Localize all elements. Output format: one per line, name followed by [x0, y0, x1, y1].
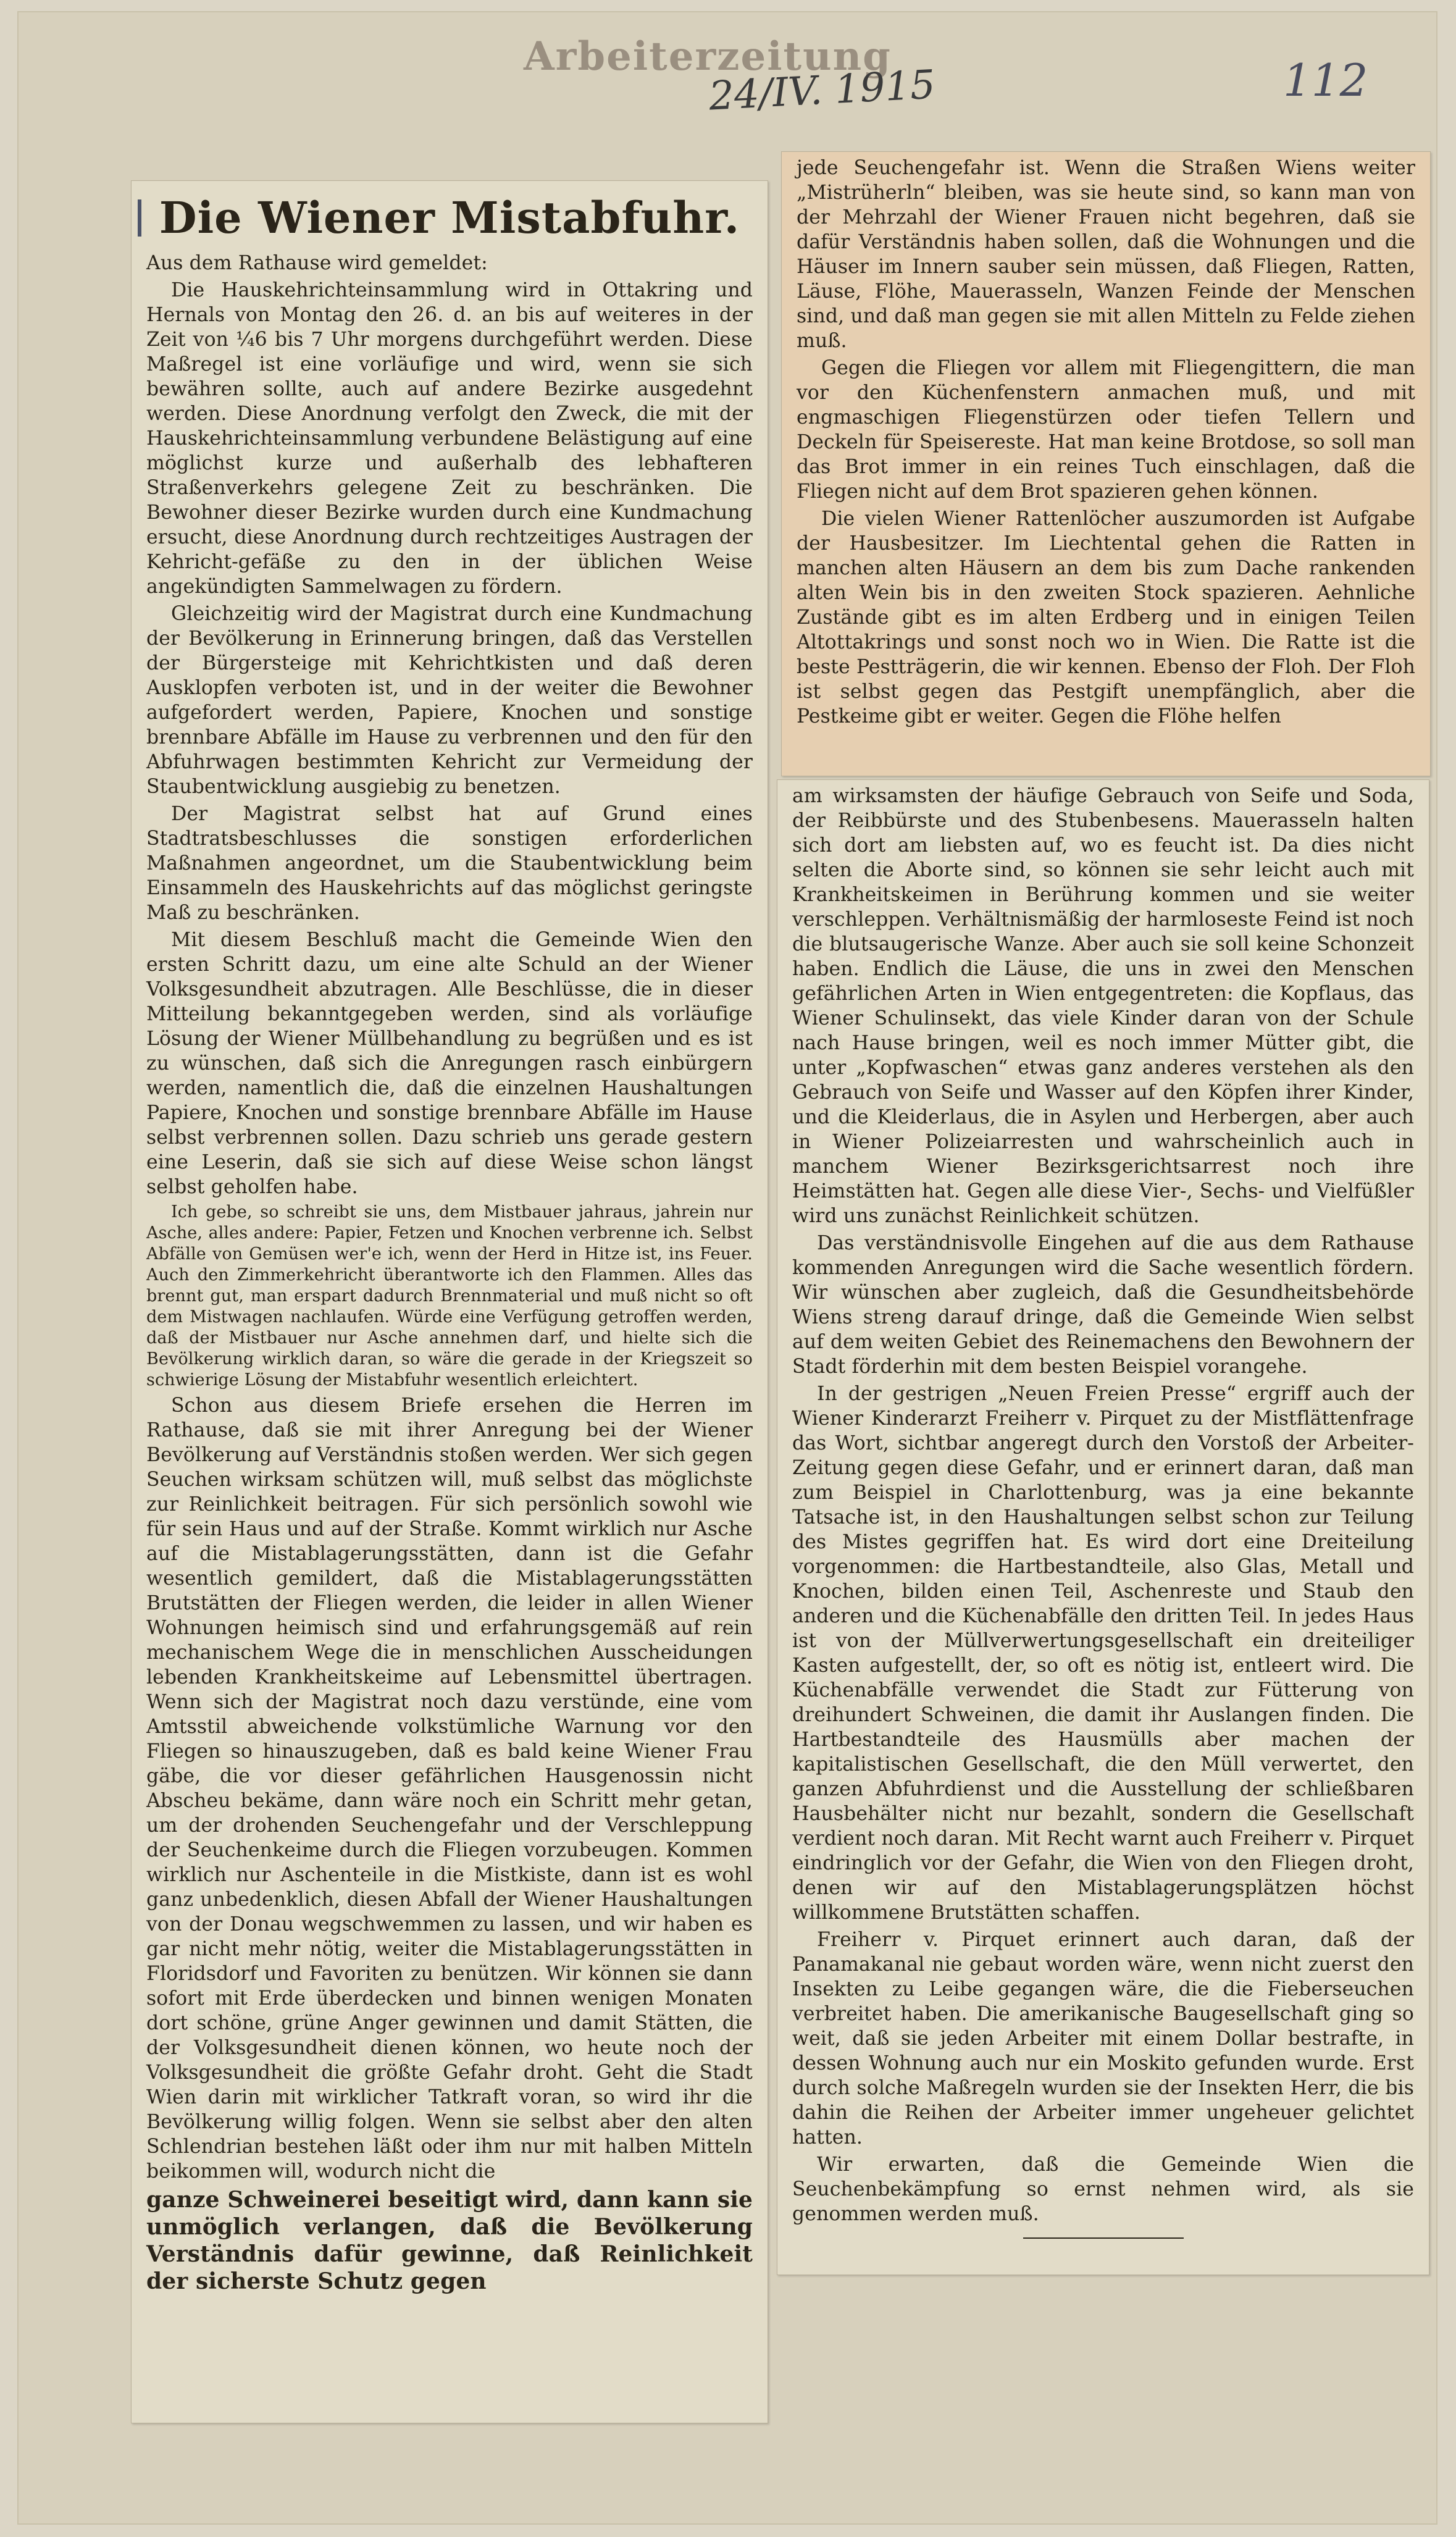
paragraph: Mit diesem Beschluß macht die Gemeinde Wien den ersten Schritt dazu, um eine alte Schuld an der Wiener Volksgesundheit abzutragen. Alle Beschlüsse, die in dieser Mitteilung bekanntgegeben werden, sind als vorläufige Lösung der Wiener Müllbehandlung zu begrüßen und es ist zu wünschen, daß sich die Anregungen rasch einbürgern werden, namentlich die, daß die einzelnen Haushaltungen Papiere, Knochen und sonstige brennbare Abfälle im Hause selbst verbrennen sollen. Dazu schrieb uns gerade gestern eine Leserin, daß sie sich auf diese Weise schon längst selbst geholfen habe. [146, 929, 753, 1198]
paragraph: jede Seuchengefahr ist. Wenn die Straßen Wiens weiter „Mistrüherln“ bleiben, was sie heute sind, so kann man von der Mehrzahl der Wiener Frauen nicht begehren, daß sie dafür Verständnis haben sollen, daß die Wohnungen und die Häuser im Innern sauber sein müssen, daß Fliegen, Ratten, Läuse, Flöhe, Mauerasseln, Wanzen Feinde der Menschen sind, und daß man gegen sie mit allen Mitteln zu Felde ziehen muß. [797, 157, 1415, 352]
right-top-column-text [782, 152, 1430, 729]
paragraph: Freiherr v. Pirquet erinnert auch daran, daß der Panamakanal nie gebaut worden wäre, wenn nicht zuerst den Insekten zu Leibe gegangen wäre, die die Fieberseuchen verbreitet haben. Die amerikanische Baugesellschaft ging so weit, daß sie jeden Arbeiter mit einem Dollar bestrafte, in dessen Wohnung auch nur ein Moskito gefunden wurde. Erst durch solche Maßregeln wurden sie der Insekten Herr, die bis dahin die Reihen der Arbeiter immer ungeheuer gelichtet hatten. [792, 1929, 1414, 2149]
clipping-right-bottom [777, 779, 1429, 2275]
margin-marker [138, 199, 141, 237]
left-column-text [132, 247, 768, 2295]
handwritten-archive-number: 112 [1283, 54, 1368, 106]
paragraph: Gegen die Fliegen vor allem mit Fliegengittern, die man vor den Küchenfenstern anmachen muß, und mit engmaschigen Fliegenstürzen oder tiefen Tellern und Deckeln für Speisereste. Hat man keine Brotdose, so soll man das Brot immer in ein reines Tuch einschlagen, daß die Fliegen nicht auf dem Brot spazieren gehen können. [797, 357, 1415, 503]
paragraph: Wir erwarten, daß die Gemeinde Wien die Seuchenbekämpfung so ernst nehmen wird, als sie genommen werden muß. [792, 2153, 1414, 2225]
right-bottom-column-text [777, 780, 1429, 2239]
paragraph-closing: ganze Schweinerei beseitigt wird, dann kann sie unmöglich verlangen, daß die Bevölkerung Verständnis dafür gewinne, daß Reinlichkeit der sicherste Schutz gegen [146, 2187, 753, 2294]
paragraph: In der gestrigen „Neuen Freien Presse“ ergriff auch der Wiener Kinderarzt Freiherr v. Pirquet zu der Mistflättenfrage das Wort, sichtbar angeregt durch den Vorstoß der Arbeiter-Zeitung gegen diese Gefahr, und er erinnert daran, daß man zum Beispiel in Charlottenburg, was ja eine bekannte Tatsache ist, in den Haushaltungen selbst schon zur Teilung des Mistes gegriffen hat. Es wird dort eine Dreiteilung vorgenommen: die Hartbestandteile, also Glas, Metall und Knochen, bilden einen Teil, Aschenreste und Staub den anderen und die Küchenabfälle den dritten Teil. In jedes Haus ist von der Müllverwertungsgesellschaft ein dreiteiliger Kasten aufgestellt, der, so oft es nötig ist, entleert wird. Die Küchenabfälle verwendet die Stadt zur Fütterung von dreihundert Schweinen, die damit ihr Auslangen finden. Die Hartbestandteile des Hausmülls aber machen der kapitalistischen Gesellschaft, die den Müll verwertet, den ganzen Abfuhrdienst und die Ausstellung der schließbaren Hausbehälter nicht nur bezahlt, sondern die Gesellschaft verdient noch daran. Mit Recht warnt auch Freiherr v. Pirquet eindringlich vor der Gefahr, die Wien von den Fliegen droht, denen wir auf den Mistablagerungsplätzen höchst willkommene Brutstätten schaffen. [792, 1383, 1414, 1924]
clipping-right-top [781, 151, 1431, 776]
paragraph: am wirksamsten der häufige Gebrauch von Seife und Soda, der Reibbürste und des Stubenbesens. Mauerasseln halten sich dort am liebsten auf, wo es feucht ist. Da dies nicht selten die Aborte sind, so können sie sehr leicht auch mit Krankheitskeimen in Berührung kommen und sie weiter verschleppen. Verhältnismäßig der harmloseste Feind ist noch die blutsaugerische Wanze. Aber auch sie soll keine Schonzeit haben. Endlich die Läuse, die uns in zwei den Menschen gefährlichen Arten in Wien entgegentreten: die Kopflaus, das Wiener Schulinsekt, das viele Kinder daran von der Schule nach Hause bringen, weil es noch immer Mütter gibt, die unter „Kopfwaschen“ etwas ganz anderes verstehen als den Gebrauch von Seife und Wasser auf den Köpfen ihrer Kinder, und die Kleiderlaus, die in Asylen und Herbergen, aber auch in Wiener Polizeiarresten und wahrscheinlich auch in manchem Wiener Bezirksgerichtsarrest noch ihre Heimstätten hat. Gegen alle diese Vier-, Sechs- und Vielfüßler wird uns zunächst Reinlichkeit schützen. [792, 785, 1414, 1227]
paragraph: Schon aus diesem Briefe ersehen die Herren im Rathause, daß sie mit ihrer Anregung bei der Wiener Bevölkerung auf Verständnis stoßen werden. Wer sich gegen Seuchen wirksam schützen will, muß selbst das möglichste zur Reinlichkeit beitragen. Für sich persönlich sowohl wie für sein Haus und auf der Straße. Kommt wirklich nur Asche auf die Mistablagerungsstätten, dann ist die Gefahr wesentlich gemildert, daß die Mistablagerungsstätten Brutstätten der Fliegen werden, die leider in allen Wiener Wohnungen heimisch sind und erfahrungsgemäß auf rein mechanischem Wege die in menschlichen Ausscheidungen lebenden Krankheitskeime auf Lebensmittel übertragen. Wenn sich der Magistrat noch dazu verstünde, eine vom Amtsstil abweichende volkstümliche Warnung vor den Fliegen so hinauszugeben, daß es bald keine Wiener Frau gäbe, die vor dieser gefährlichen Hausgenossin nicht Abscheu bekäme, dann wäre noch ein Schritt mehr getan, um der drohenden Seuchengefahr und der Verschleppung der Seuchenkeime durch die Fliegen vorzubeugen. Kommen wirklich nur Aschenteile in die Mistkiste, dann ist es wohl ganz unbedenklich, diesen Abfall der Wiener Haushaltungen von der Donau wegschwemmen zu lassen, und wir haben es gar nicht mehr nötig, weiter die Mistablagerungsstätten in Floridsdorf und Favoriten zu benützen. Wir können sie dann sofort mit Erde überdecken und binnen wenigen Monaten dort schöne, grüne Anger gewinnen und damit Stätten, die der Volksgesundheit dienen können, wo heute noch der Volksgesundheit die größte Gefahr droht. Geht die Stadt Wien darin mit wirklicher Tatkraft voran, so wird ihr die Bevölkerung willig folgen. Wenn sie selbst aber den alten Schlendrian bestehen läßt oder ihm nur mit halben Mitteln beikommen will, wodurch nicht die [146, 1394, 753, 2183]
paragraph: Das verständnisvolle Eingehen auf die aus dem Rathause kommenden Anregungen wird die Sache wesentlich fördern. Wir wünschen aber zugleich, daß die Gesundheitsbehörde Wiens streng darauf dringe, daß die Gemeinde Wien selbst auf dem weiten Gebiet des Reinemachens den Bewohnern der Stadt förderhin mit dem besten Beispiel vorangehe. [792, 1232, 1414, 1378]
paragraph: Die Hauskehrichteinsammlung wird in Ottakring und Hernals von Montag den 26. d. an bis auf weiteres in der Zeit von ¼6 bis 7 Uhr morgens durchgeführt werden. Diese Maßregel ist eine vorläufige und wird, wenn sie sich bewähren sollte, auch auf andere Bezirke ausgedehnt werden. Diese Anordnung verfolgt den Zweck, die mit der Hauskehrichteinsammlung verbundene Belästigung auf eine möglichst kurze und außerhalb des lebhafteren Straßenverkehrs gelegene Zeit zu beschränken. Die Bewohner dieser Bezirke wurden durch eine Kundmachung ersucht, diese Anordnung durch rechtzeitiges Austragen der Kehricht-gefäße zu den in der üblichen Weise angekündigten Sammelwagen zu fördern. [146, 279, 753, 598]
newspaper-masthead: Arbeiterzeitung [524, 33, 892, 80]
article-title: Die Wiener Mistabfuhr. [159, 192, 740, 243]
paragraph: Die vielen Wiener Rattenlöcher auszumorden ist Aufgabe der Hausbesitzer. Im Liechtental gehen die Ratten in manchen alten Häusern an dem bis zum Dache rankenden alten Wein bis in den zweiten Stock spazieren. Aehnliche Zustände gibt es im alten Erdberg und in einigen Teilen Altottakrings und sonst noch wo in Wien. Die Ratte ist die beste Pestträgerin, die wir kennen. Ebenso der Floh. Der Floh ist selbst gegen das Pestgift unempfänglich, aber die Pestkeime gibt er weiter. Gegen die Flöhe helfen [797, 508, 1415, 728]
paragraph: Der Magistrat selbst hat auf Grund eines Stadtratsbeschlusses die sonstigen erforderlichen Maßnahmen angeordnet, um die Staubentwicklung beim Einsammeln des Hauskehrichts auf das möglichst geringste Maß zu beschränken. [146, 803, 753, 924]
reader-letter-quote: Ich gebe, so schreibt sie uns, dem Mistbauer jahraus, jahrein nur Asche, alles andere: Papier, Fetzen und Knochen verbrenne ich. Selbst Abfälle von Gemüsen wer'e ich, wenn der Herd in Hitze ist, ins Feuer. Auch den Zimmerkehricht überantworte ich den Flammen. Alles das brennt gut, man erspart dadurch Brennmaterial und muß nicht so oft dem Mistwagen nachlaufen. Würde eine Verfügung getroffen werden, daß der Mistbauer nur Asche annehmen darf, und hielte sich die Bevölkerung wirklich daran, so wäre die gerade in der Kriegszeit so schwierige Lösung der Mistabfuhr wesentlich erleichtert. [146, 1202, 753, 1390]
handwritten-date: 24/IV. 1915 [708, 62, 937, 120]
paragraph: Aus dem Rathause wird gemeldet: [146, 252, 488, 274]
paragraph: Gleichzeitig wird der Magistrat durch eine Kundmachung der Bevölkerung in Erinnerung bringen, daß das Verstellen der Bürgersteige mit Kehrichtkisten und daß deren Ausklopfen verboten ist, und in der weiter die Bewohner aufgefordert werden, Papiere, Knochen und sonstige brennbare Abfälle im Hause zu verbrennen und den für den Abfuhrwagen bestimmten Kehricht zur Vermeidung der Staubentwicklung ausgiebig zu benetzen. [146, 603, 753, 798]
end-rule [1023, 2237, 1184, 2239]
clipping-left-column [131, 180, 768, 2423]
